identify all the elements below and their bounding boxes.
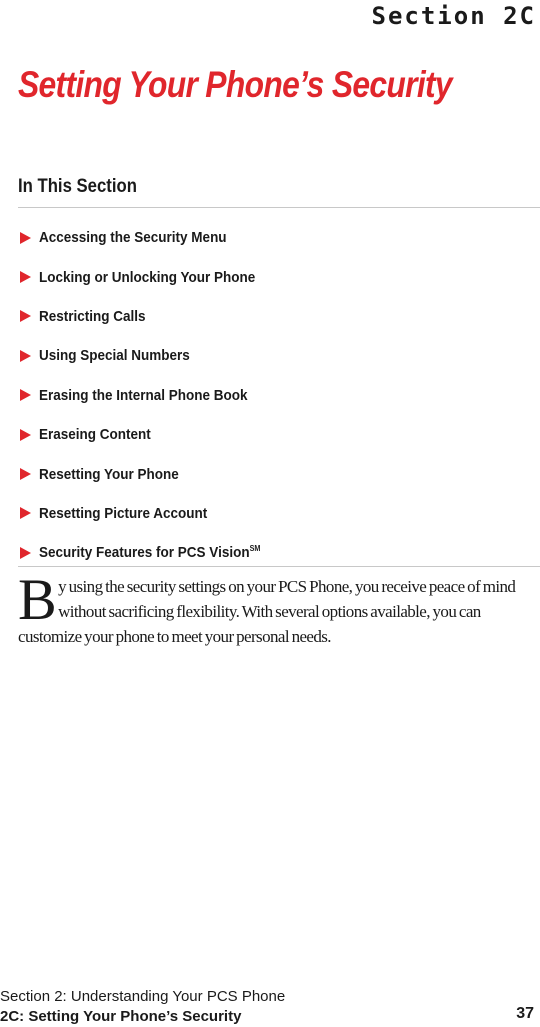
- intro-text: y using the security settings on your PCS Phone, you receive peace of mind without sacrificing flexibility. With several options available, you can customize your phone to meet your personal needs.: [18, 577, 516, 646]
- bullet-arrow-icon: [20, 389, 31, 401]
- intro-paragraph: [18, 567, 540, 649]
- toc-item-accessing-security-menu[interactable]: [20, 224, 285, 263]
- toc-item-label: Erasing the Internal Phone Book: [39, 386, 248, 404]
- toc-item-erasing-phone-book[interactable]: [20, 382, 285, 421]
- toc-item-pcs-vision-security[interactable]: [20, 539, 285, 578]
- toc-item-label: Resetting Your Phone: [39, 465, 179, 483]
- bullet-arrow-icon: [20, 507, 31, 519]
- toc-item-resetting-picture-account[interactable]: [20, 500, 285, 539]
- service-mark: SM: [249, 544, 261, 554]
- toc-item-label: Using Special Numbers: [39, 347, 190, 365]
- footer-section: 2C: Setting Your Phone’s Security: [0, 1008, 242, 1025]
- toc-item-resetting-phone[interactable]: [20, 460, 285, 499]
- toc-item-eraseing-content[interactable]: [20, 421, 285, 460]
- footer-chapter: Section 2: Understanding Your PCS Phone: [0, 988, 286, 1005]
- bullet-arrow-icon: [20, 468, 31, 480]
- toc-item-label: Restricting Calls: [39, 307, 146, 325]
- bullet-arrow-icon: [20, 232, 31, 244]
- bullet-arrow-icon: [20, 547, 31, 559]
- in-this-section-heading: In This Section: [18, 176, 137, 197]
- drop-cap: B: [18, 567, 57, 632]
- toc-item-label: Eraseing Content: [39, 426, 151, 444]
- toc-item-label: Resetting Picture Account: [39, 504, 208, 522]
- page-title: Setting Your Phone’s Security: [18, 64, 452, 105]
- toc-item-locking-unlocking[interactable]: [20, 263, 285, 302]
- toc-item-label: Accessing the Security Menu: [39, 229, 227, 247]
- toc-item-label: Locking or Unlocking Your Phone: [39, 268, 256, 286]
- bullet-arrow-icon: [20, 271, 31, 283]
- divider-top: [18, 207, 540, 208]
- bullet-arrow-icon: [20, 310, 31, 322]
- divider-bottom: [18, 566, 540, 567]
- bullet-arrow-icon: [20, 350, 31, 362]
- section-tag: Section 2C: [371, 2, 536, 30]
- toc-item-restricting-calls[interactable]: [20, 303, 285, 342]
- section-contents-list: [20, 224, 285, 579]
- page-number: 37: [516, 1005, 534, 1022]
- toc-item-label: [39, 544, 260, 561]
- toc-item-special-numbers[interactable]: [20, 342, 285, 381]
- bullet-arrow-icon: [20, 429, 31, 441]
- toc-item-label-text: Security Features for PCS Vision: [39, 544, 250, 562]
